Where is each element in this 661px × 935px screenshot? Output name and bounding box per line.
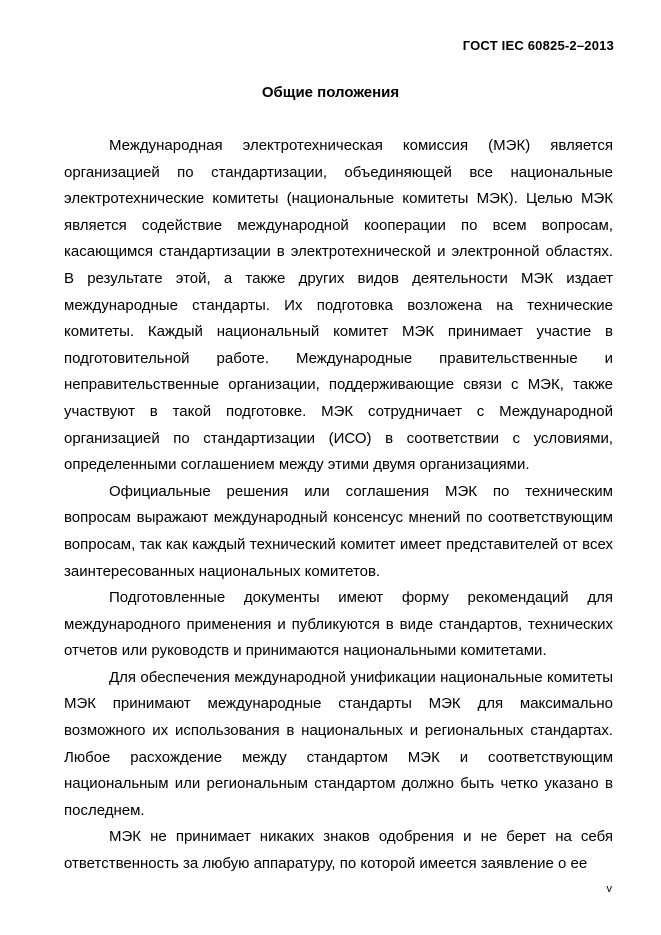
paragraph-official-decisions: Официальные решения или соглашения МЭК по техническим вопросам выражают международный консенсус мнений по соответствующим вопросам, так как каждый технический комитет имеет представителей от всех заинтересованных национальных комитетов.	[64, 482, 613, 580]
paragraph-international-unification: Для обеспечения международной унификации национальные комитеты МЭК принимают международные стандарты МЭК для максимально возможного их использования в национальных и региональных стандартах. Любое расхождение между стандартом МЭК и соответствующим национальным или региональным стандартом должно быть четко указано в последнем.	[64, 668, 613, 819]
paragraph-prepared-documents: Подготовленные документы имеют форму рекомендаций для международного применения и публикуются в виде стандартов, технических отчетов или руководств и принимаются национальными комитетами.	[64, 589, 613, 660]
page-number: v	[606, 883, 612, 895]
body-text	[64, 133, 613, 878]
paragraph-approval-marks: МЭК не принимает никаких знаков одобрения и не берет на себя ответственность за любую аппаратуру, по которой имеется заявление о ее	[64, 828, 613, 873]
document-code: ГОСТ IEC 60825-2–2013	[462, 38, 614, 53]
paragraph-iec-intro: Международная электротехническая комиссия (МЭК) является организацией по стандартизации, объединяющей все национальные электротехнические комитеты (национальные комитеты МЭК). Целью МЭК является содействие международной кооперации по всем вопросам, касающимся стандартизации в электротехнической и электронной областях. В результате этой, а также других видов деятельности МЭК издает международные стандарты. Их подготовка возложена на технические комитеты. Каждый национальный комитет МЭК принимает участие в подготовительной работе. Международные правительственные и неправительственные организации, поддерживающие связи с МЭК, также участвуют в такой подготовке. МЭК сотрудничает с Международной организацией по стандартизации (ИСО) в соответствии с условиями, определенными соглашением между этими двумя организациями.	[64, 137, 613, 474]
section-title: Общие положения	[261, 84, 400, 101]
